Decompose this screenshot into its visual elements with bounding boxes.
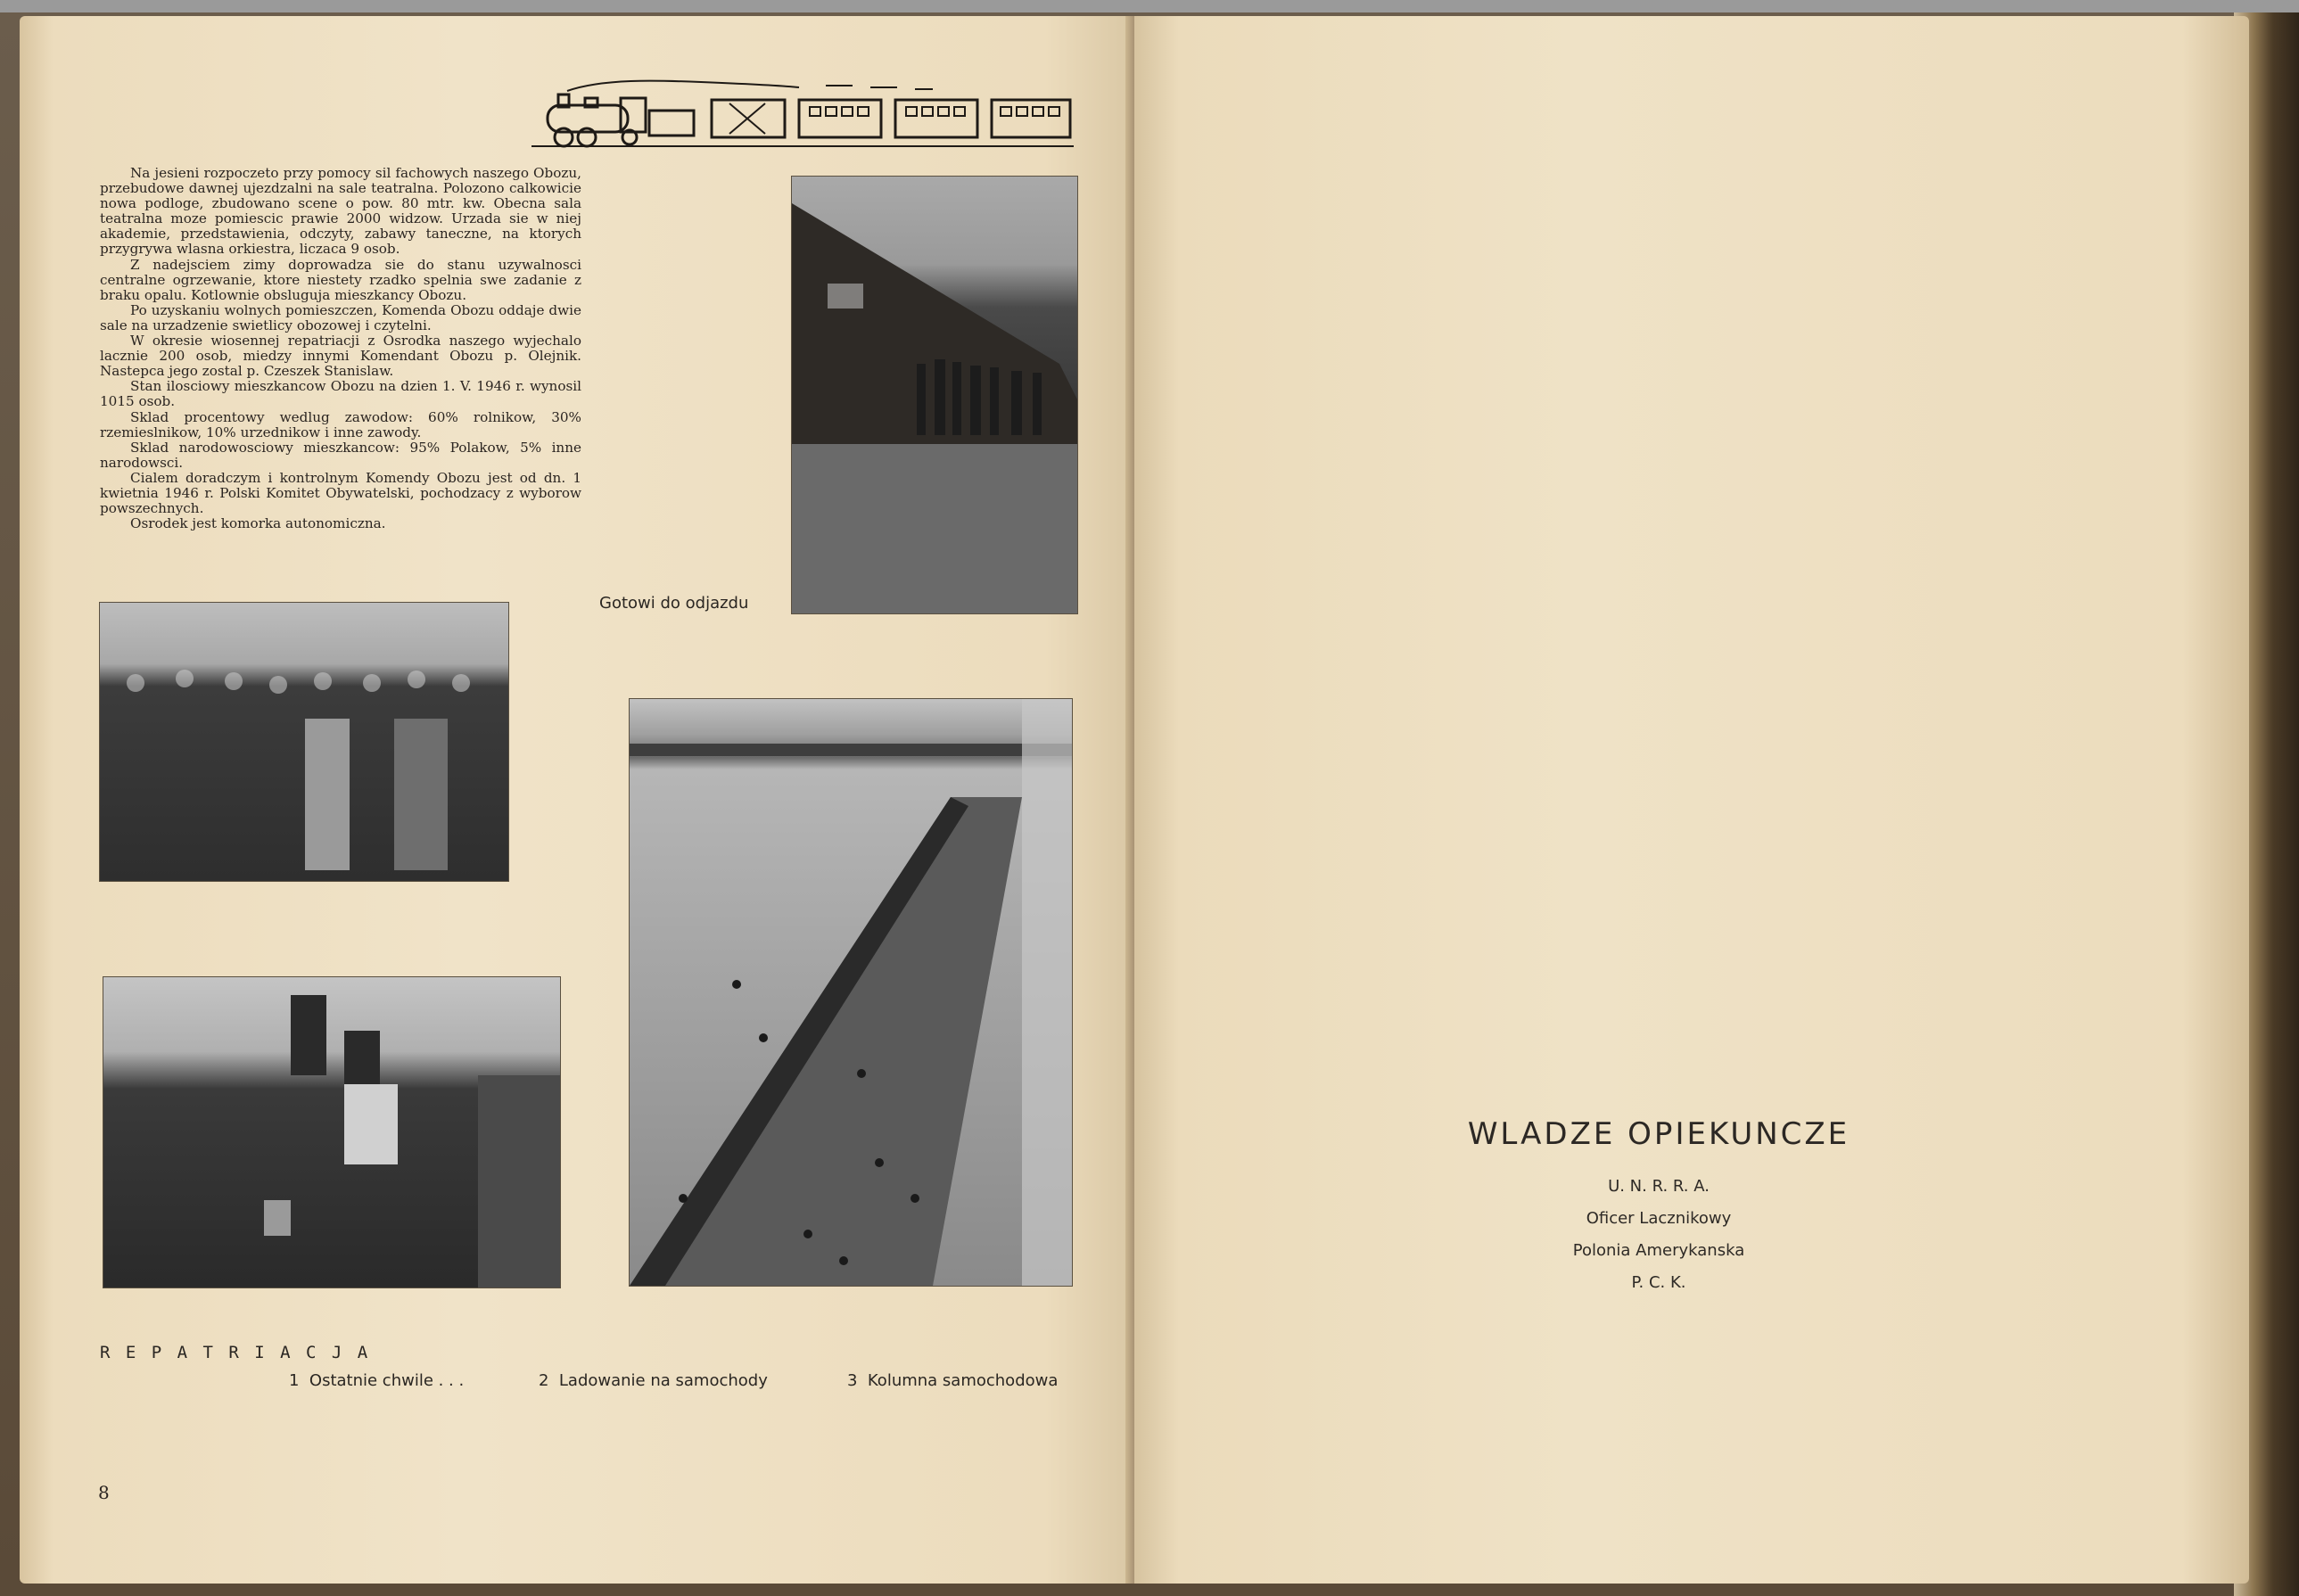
caption-photo-3: 3 Kolumna samochodowa xyxy=(847,1371,1059,1390)
photo-last-moments xyxy=(100,603,508,881)
authority-item: U. N. R. R. A. xyxy=(1608,1177,1710,1196)
right-page-title: WLADZE OPIEKUNCZE xyxy=(1467,1116,1850,1152)
page-number: 8 xyxy=(98,1482,110,1503)
section-title-repatriation: R E P A T R I A C J A xyxy=(100,1343,371,1362)
paragraph: W okresie wiosennej repatriacji z Osrodka naszego wyjechalo lacznie 200 osob, miedzy innymi Komendant Obozu p. Olejnik. Nastepca jego zostal p. Czeszek Stanislaw. xyxy=(100,333,581,380)
paragraph: Stan ilosciowy mieszkancow Obozu na dzien 1. V. 1946 r. wynosil 1015 osob. xyxy=(100,378,581,410)
authority-item: Polonia Amerykanska xyxy=(1572,1241,1745,1260)
caption-photo-1: 1 Ostatnie chwile . . . xyxy=(289,1371,465,1390)
photo-loading-trucks xyxy=(103,977,560,1287)
steam-train-icon xyxy=(531,75,1074,150)
authority-item: P. C. K. xyxy=(1631,1273,1686,1292)
right-page xyxy=(1134,16,2249,1584)
paragraph: Po uzyskaniu wolnych pomieszczen, Komenda Obozu oddaje dwie sale na urzadzenie swietlicy obozowej i czytelni. xyxy=(100,301,581,333)
body-text xyxy=(100,166,581,531)
authority-item: Oficer Lacznikowy xyxy=(1586,1209,1732,1228)
photo-train-departure xyxy=(792,177,1077,613)
paragraph: Na jesieni rozpoczeto przy pomocy sil fachowych naszego Obozu, przebudowe dawnej ujezdzalni na sale teatralna. Polozono calkowicie nowa podloge, zbudowano scene o pow. 80 mtr. kw. Obecna sala teatralna moze pomiescic prawie 2000 widzow. Urzada sie w niej akademie, przedstawienia, odczyty, zabawy taneczne, na ktorych przygrywa wlasna orkiestra, liczaca 9 osob. xyxy=(100,165,581,258)
paragraph: Osrodek jest komorka autonomiczna. xyxy=(130,515,386,532)
paragraph: Sklad narodowosciowy mieszkancow: 95% Polakow, 5% inne narodowsci. xyxy=(100,439,581,471)
paragraph: Z nadejsciem zimy doprowadza sie do stanu uzywalnosci centralne ogrzewanie, ktore niestety rzadko spelnia swe zadanie z braku opalu. Kotlownie obsluguja mieszkancy Obozu. xyxy=(100,256,581,303)
photo-caption-train: Gotowi do odjazdu xyxy=(599,594,749,613)
photo-truck-column xyxy=(630,699,1072,1286)
paragraph: Sklad procentowy wedlug zawodow: 60% rolnikow, 30% rzemieslnikow, 10% urzednikow i inne zawody. xyxy=(100,408,581,440)
paragraph: Cialem doradczym i kontrolnym Komendy Obozu jest od dn. 1 kwietnia 1946 r. Polski Komitet Obywatelski, pochodzacy z wyborow powszechnych. xyxy=(100,469,581,517)
caption-photo-2: 2 Ladowanie na samochody xyxy=(539,1371,768,1390)
